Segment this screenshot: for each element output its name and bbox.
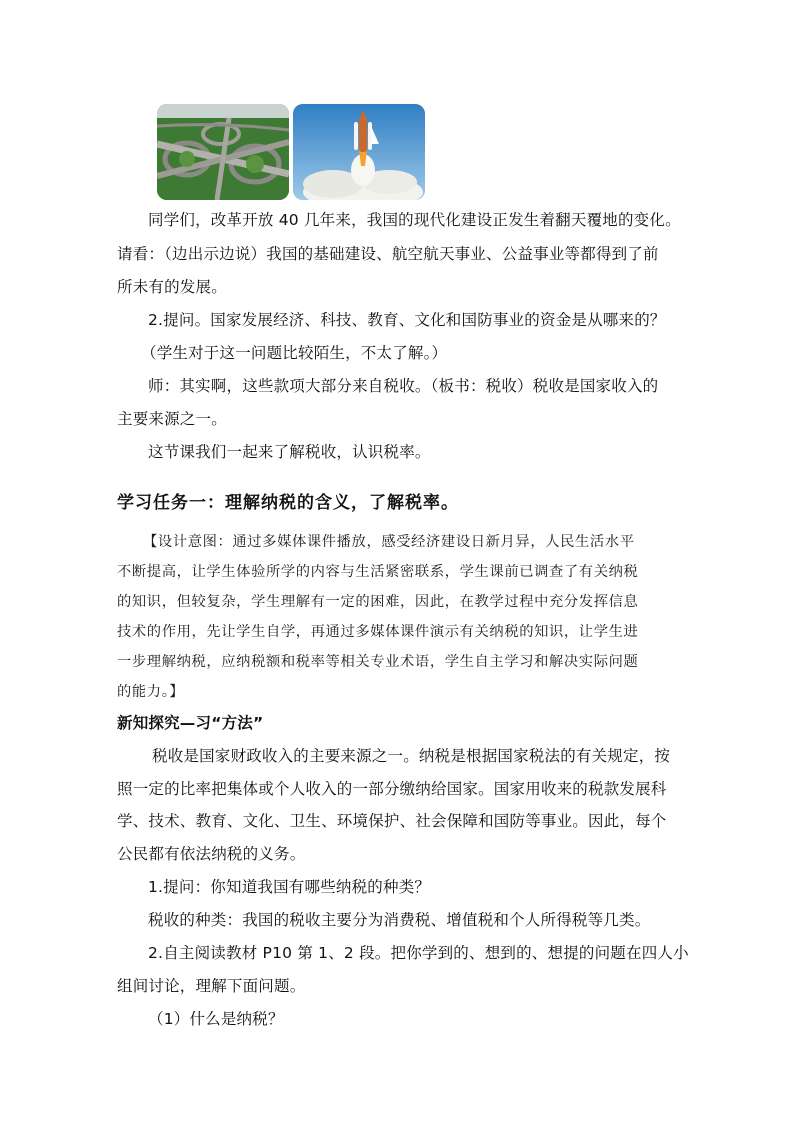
note-line: （学生对于这一问题比较陌生，不太了解。） xyxy=(141,344,448,362)
design-intent-line: 的知识，但较复杂，学生理解有一定的困难，因此，在教学过程中充分发挥信息 xyxy=(117,594,639,610)
sub-question-line: （1）什么是纳税？ xyxy=(148,1010,284,1028)
design-intent-line: 不断提高，让学生体验所学的内容与生活紧密联系，学生课前已调查了有关纳税 xyxy=(117,564,639,580)
paragraph-line: 学、技术、教育、文化、卫生、环境保护、社会保障和国防等事业。因此，每个 xyxy=(117,812,667,830)
paragraph-line: 公民都有依法纳税的义务。 xyxy=(117,845,306,863)
highway-interchange-photo xyxy=(157,104,289,200)
paragraph-line: 这节课我们一起来了解税收，认识税率。 xyxy=(148,443,431,461)
paragraph-line: 税收是国家财政收入的主要来源之一。纳税是根据国家税法的有关规定，按 xyxy=(152,747,671,765)
design-intent-line: 的能力。】 xyxy=(117,684,185,700)
paragraph-line: 请看：（边出示边说）我国的基础建设、航空航天事业、公益事业等都得到了前 xyxy=(117,245,659,263)
section-heading: 新知探究—习“方法” xyxy=(117,714,264,732)
task-heading: 学习任务一：理解纳税的含义，了解税率。 xyxy=(117,493,459,513)
paragraph-line: 照一定的比率把集体或个人收入的一部分缴纳给国家。国家用收来的税款发展科 xyxy=(117,780,667,798)
paragraph-line: 组间讨论，理解下面问题。 xyxy=(117,977,306,995)
design-intent-line: 【设计意图：通过多媒体课件播放，感受经济建设日新月异，人民生活水平 xyxy=(143,534,635,550)
question-line: 2.提问。国家发展经济、科技、教育、文化和国防事业的资金是从哪来的？ xyxy=(148,311,666,329)
space-shuttle-launch-photo xyxy=(293,104,425,200)
design-intent-line: 技术的作用，先让学生自学，再通过多媒体课件演示有关纳税的知识，让学生进 xyxy=(117,624,639,640)
paragraph-line: 主要来源之一。 xyxy=(117,410,227,428)
paragraph-line: 所未有的发展。 xyxy=(117,278,227,296)
paragraph-line: 同学们，改革开放 40 几年来，我国的现代化建设正发生着翻天覆地的变化。 xyxy=(148,211,681,229)
question-line: 1.提问：你知道我国有哪些纳税的种类？ xyxy=(148,878,431,896)
paragraph-line: 税收的种类：我国的税收主要分为消费税、增值税和个人所得税等几类。 xyxy=(148,911,651,929)
design-intent-line: 一步理解纳税，应纳税额和税率等相关专业术语，学生自主学习和解决实际问题 xyxy=(117,654,639,670)
paragraph-line: 师：其实啊，这些款项大部分来自税收。（板书：税收）税收是国家收入的 xyxy=(148,377,659,395)
paragraph-line: 2.自主阅读教材 P10 第 1、2 段。把你学到的、想到的、想提的问题在四人小 xyxy=(148,944,689,962)
